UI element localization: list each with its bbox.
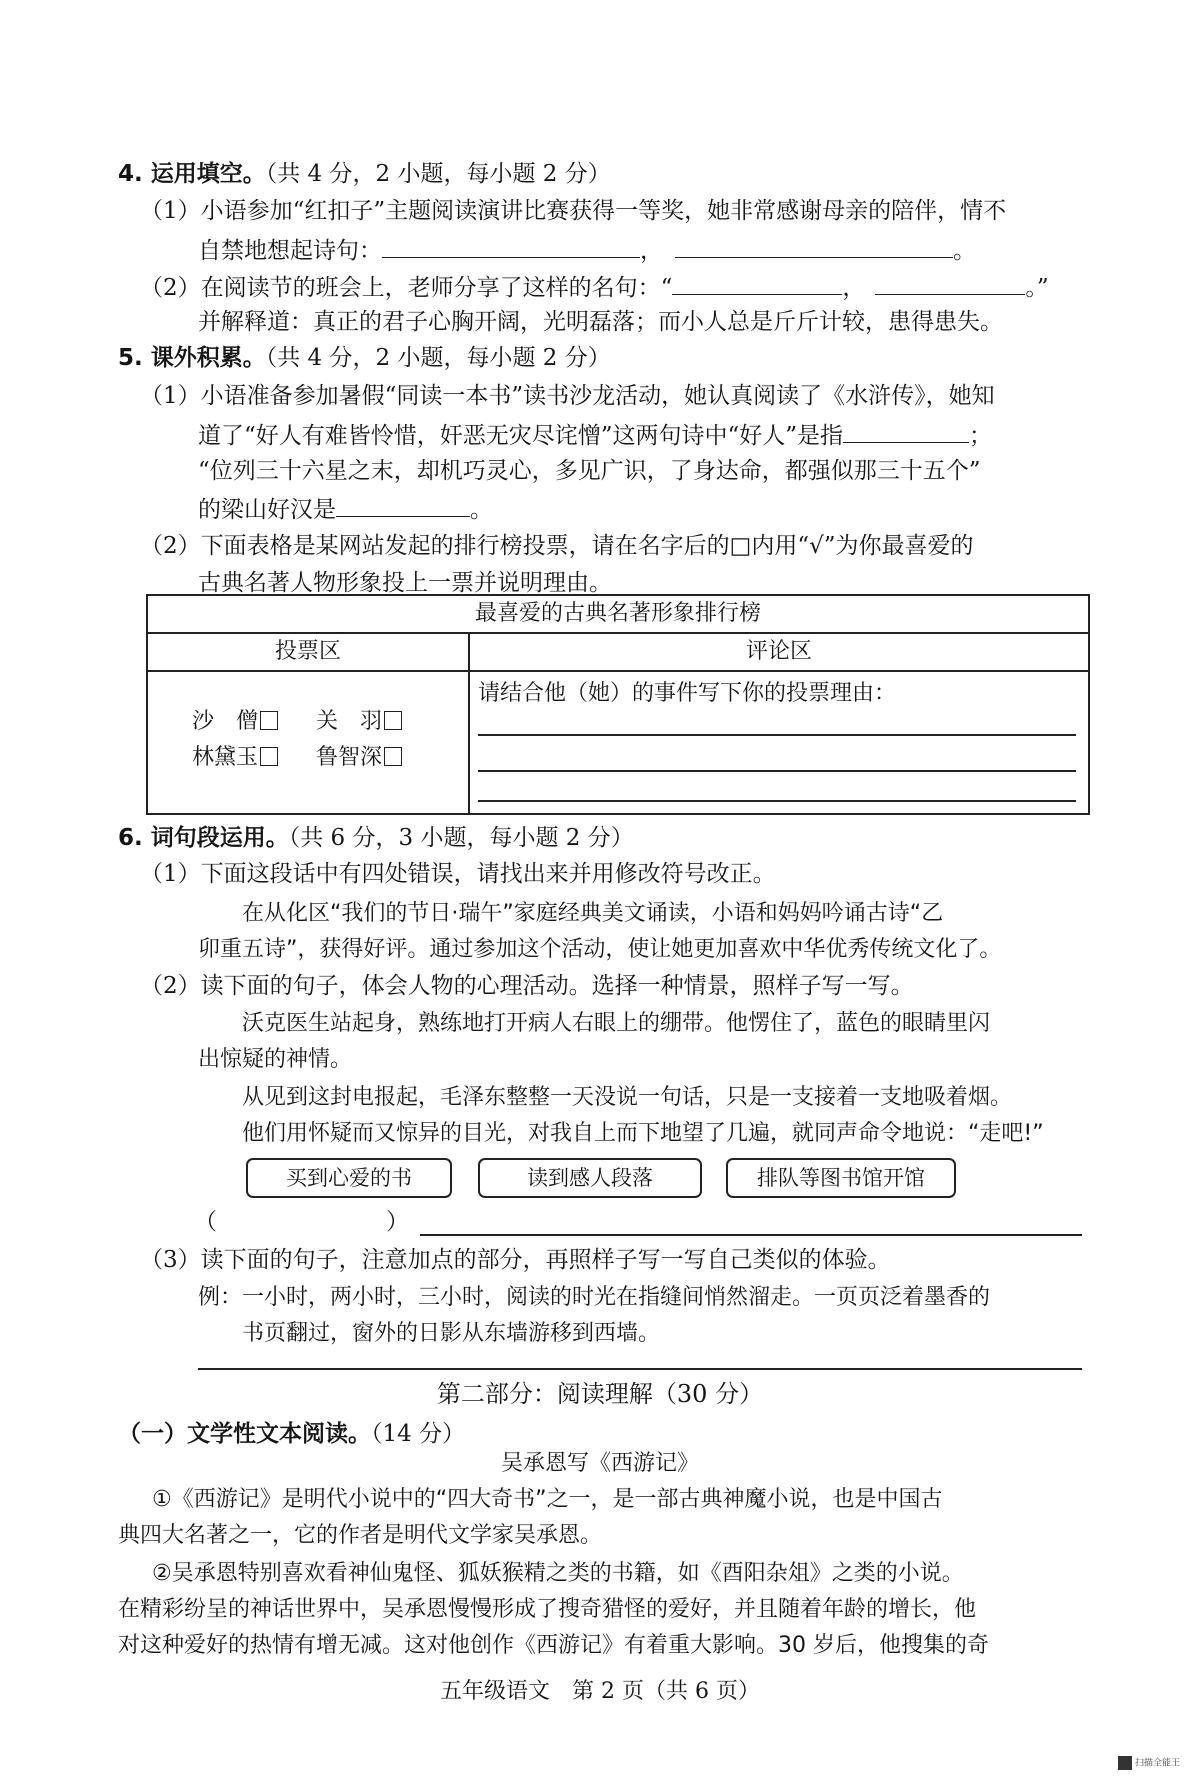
answer-blank-hero[interactable] [336, 492, 470, 517]
vote-option-guanyu[interactable]: 关 羽 [316, 706, 402, 738]
q4-item2-line1: （2）在阅读节的班会上，老师分享了这样的名句：“ ， 。” [140, 270, 1049, 304]
article-para-2b: 在精彩纷呈的神话世界中，吴承恩慢慢形成了搜奇猎怪的爱好，并且随着年龄的增长，他 [118, 1597, 977, 1622]
checkbox[interactable] [384, 711, 402, 730]
q4-item1-line1: （1）小语参加“红扣子”主题阅读演讲比赛获得一等奖，她非常感谢母亲的陪伴，情不 [140, 198, 1007, 224]
q6-example-1b: 出惊疑的神情。 [198, 1047, 353, 1072]
vote-option-luzhishen[interactable]: 鲁智深 [316, 742, 402, 774]
checkbox[interactable] [384, 747, 402, 766]
scanner-watermark: 扫描全能王 [1118, 1756, 1180, 1770]
vote-option-shaseng[interactable]: 沙 僧 [192, 706, 278, 738]
q5-heading: 5. 课外积累。（共 4 分，2 小题，每小题 2 分） [118, 345, 611, 371]
scenario-option-moving-passage[interactable]: 读到感人段落 [478, 1158, 702, 1198]
part2-section-heading: （一）文学性文本阅读。（14 分） [118, 1421, 466, 1447]
answer-blank-poem-1[interactable] [382, 233, 640, 258]
q6-item3-example-a: 例：一小时，两小时，三小时，阅读的时光在指缝间悄然溜走。一页页泛着墨香的 [198, 1285, 991, 1310]
q6-item1-passage-1: 在从化区“我们的节日·瑞午”家庭经典美文诵读，小语和妈妈吟诵古诗“乙 [242, 901, 944, 926]
q6-item3: （3）读下面的句子，注意加点的部分，再照样子写一写自己类似的体验。 [140, 1247, 891, 1273]
q6-example-1a: 沃克医生站起身，熟练地打开病人右眼上的绷带。他愣住了，蓝色的眼睛里闪 [242, 1011, 991, 1036]
q6-item2: （2）读下面的句子，体会人物的心理活动。选择一种情景，照样子写一写。 [140, 973, 914, 999]
article-para-2a: ②吴承恩特别喜欢看神仙鬼怪、狐妖猴精之类的书籍，如《酉阳杂俎》之类的小说。 [152, 1561, 964, 1586]
scenario-paren-open: （ [194, 1209, 217, 1235]
q6-example-2: 从见到这封电报起，毛泽东整整一天没说一句话，只是一支接着一支地吸着烟。 [242, 1085, 1013, 1110]
q6-example-3: 他们用怀疑而又惊异的目光，对我自上而下地望了几遍，就同声命令地说：“走吧!” [242, 1121, 1044, 1146]
vote-option-lindaiyu[interactable]: 林黛玉 [192, 742, 278, 774]
q6-heading: 6. 词句段运用。（共 6 分，3 小题，每小题 2 分） [118, 825, 634, 851]
q4-item1-line2: 自禁地想起诗句： ， 。 [198, 233, 976, 267]
q6-item1-passage-2: 卯重五诗”，获得好评。通过参加这个活动，使让她更加喜欢中华优秀传统文化了。 [198, 937, 1002, 962]
q6-item3-example-b: 书页翻过，窗外的日影从东墙游移到西墙。 [242, 1321, 661, 1346]
scenario-option-library-queue[interactable]: 排队等图书馆开馆 [726, 1158, 956, 1198]
answer-blank-good-people[interactable] [843, 418, 969, 443]
answer-blank-poem-2[interactable] [675, 233, 953, 258]
q5-item1-line1: （1）小语准备参加暑假“同读一本书”读书沙龙活动，她认真阅读了《水浒传》，她知 [140, 383, 995, 409]
page-footer: 五年级语文 第 2 页（共 6 页） [440, 1679, 760, 1704]
checkbox[interactable] [260, 711, 278, 730]
table-col-comment: 评论区 [745, 639, 812, 664]
q4-item2-line2: 并解释道：真正的君子心胸开阔，光明磊落；而小人总是斤斤计较，患得患失。 [198, 309, 1003, 335]
q5-item1-line3: “位列三十六星之末，却机巧灵心，多见广识，了身达命，都强似那三十五个” [198, 458, 981, 484]
section-divider [198, 1368, 1082, 1370]
comment-prompt: 请结合他（她）的事件写下你的投票理由： [478, 681, 897, 706]
table-divider [148, 632, 1088, 634]
q5-item1-line2: 道了“好人有难皆怜惜，奸恶无灾尽诧憎”这两句诗中“好人”是指 ； [198, 418, 992, 452]
checkbox[interactable] [260, 747, 278, 766]
answer-blank-quote-2[interactable] [875, 270, 1025, 295]
comment-line-2[interactable] [478, 770, 1076, 772]
scenario-option-buy-book[interactable]: 买到心爱的书 [246, 1158, 452, 1198]
table-divider [148, 670, 1088, 672]
ranking-table [146, 594, 1090, 815]
table-column-divider [468, 632, 470, 813]
q5-item2-line2: 古典名著人物形象投上一票并说明理由。 [198, 570, 612, 596]
q6-item1: （1）下面这段话中有四处错误，请找出来并用修改符号改正。 [140, 861, 776, 887]
scenario-paren-close: ） [386, 1209, 409, 1235]
scenario-answer-line[interactable] [420, 1234, 1082, 1236]
comment-line-1[interactable] [478, 734, 1076, 736]
article-para-2c: 对这种爱好的热情有增无减。这对他创作《西游记》有着重大影响。30 岁后，他搜集的奇 [118, 1633, 989, 1658]
article-para-1b: 典四大名著之一，它的作者是明代文学家吴承恩。 [118, 1523, 603, 1548]
part2-title: 第二部分：阅读理解（30 分） [436, 1380, 764, 1408]
q5-item1-line4: 的梁山好汉是 。 [198, 492, 493, 526]
article-para-1a: ①《西游记》是明代小说中的“四大奇书”之一，是一部古典神魔小说，也是中国古 [152, 1487, 943, 1512]
table-col-vote: 投票区 [274, 639, 341, 664]
qr-code-icon [1118, 1756, 1132, 1770]
q5-item2-line1: （2）下面表格是某网站发起的排行榜投票，请在名字后的□内用“√”为你最喜爱的 [140, 533, 974, 559]
comment-line-3[interactable] [478, 800, 1076, 802]
table-title: 最喜爱的古典名著形象排行榜 [474, 601, 761, 626]
article-title: 吴承恩写《西游记》 [500, 1451, 699, 1476]
answer-blank-quote-1[interactable] [672, 270, 842, 295]
q4-heading: 4. 运用填空。（共 4 分，2 小题，每小题 2 分） [118, 161, 611, 187]
